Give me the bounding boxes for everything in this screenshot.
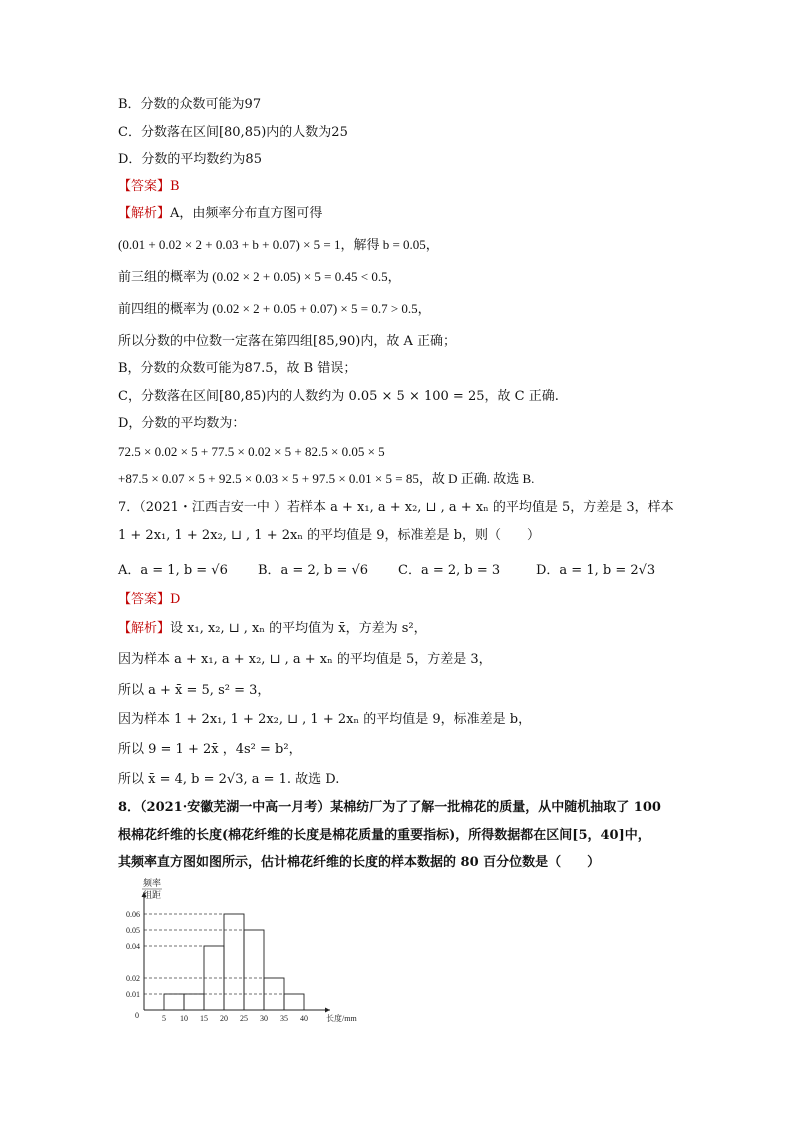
analysis-step: 因为样本 1 + 2x₁, 1 + 2x₂, ⊔ , 1 + 2xₙ 的平均值是 9，标准差是 b， — [118, 712, 532, 727]
analysis-step: (0.01 + 0.02 × 2 + 0.03 + b + 0.07) × 5 = 1，解得 b = 0.05， — [118, 237, 439, 252]
histogram-bar — [224, 914, 244, 1010]
option-d: D．a = 1, b = 2√3 — [536, 563, 656, 578]
answer-value: D — [170, 592, 181, 607]
analysis-line — [118, 205, 322, 223]
x-tick-label: 10 — [180, 1014, 188, 1023]
question-stem: 1 + 2x₁, 1 + 2x₂, ⊔ , 1 + 2xₙ 的平均值是 9，标准差是 b，则（ ） — [118, 528, 540, 543]
analysis-step: B，分数的众数可能为87.5，故 B 错误； — [118, 361, 357, 376]
analysis-step: 72.5 × 0.02 × 5 + 77.5 × 0.02 × 5 + 82.5 × 0.05 × 5 — [118, 444, 385, 459]
answer-line — [118, 178, 180, 196]
x-tick-label: 25 — [240, 1014, 248, 1023]
option-c: C．a = 2, b = 3 — [398, 563, 501, 578]
analysis-step: 所以分数的中位数一定落在第四组[85,90)内，故 A 正确； — [118, 334, 457, 349]
option-d: D．分数的平均数约为85 — [118, 152, 262, 167]
option-c: C．分数落在区间[80,85)内的人数为25 — [118, 125, 348, 140]
analysis-step: 因为样本 a + x₁, a + x₂, ⊔ , a + xₙ 的平均值是 5，方差是 3， — [118, 652, 492, 667]
histogram-bar — [244, 930, 264, 1010]
analysis-step: 所以 9 = 1 + 2x̄ ，4s² = b²， — [118, 742, 302, 757]
y-tick-label: 0.02 — [126, 974, 140, 983]
answer-tag: 【答案】 — [118, 592, 171, 607]
y-tick-label: 0.01 — [126, 990, 140, 999]
frequency-histogram — [110, 876, 370, 1036]
x-tick-label: 40 — [300, 1014, 308, 1023]
question-stem: 7．（2021・江西吉安一中 ）若样本 a + x₁, a + x₂, ⊔ , a + xₙ 的平均值是 5，方差是 3，样本 — [118, 500, 674, 515]
y-axis-label-denominator: 组距 — [142, 890, 162, 900]
question-stem: 根棉花纤维的长度(棉花纤维的长度是棉花质量的重要指标)，所得数据都在区间[5，40]中， — [118, 828, 651, 843]
y-tick-label: 0.05 — [126, 926, 140, 935]
histogram-bar — [164, 994, 184, 1010]
x-axis-label: 长度/mm — [326, 1014, 357, 1023]
analysis-tag: 【解析】 — [118, 206, 171, 221]
analysis-step: 前三组的概率为 (0.02 × 2 + 0.05) × 5 = 0.45 < 0.5， — [118, 269, 401, 284]
analysis-intro: A，由频率分布直方图可得 — [170, 206, 323, 221]
histogram-bar — [284, 994, 304, 1010]
answer-tag: 【答案】 — [118, 179, 171, 194]
origin-label: 0 — [135, 1011, 139, 1020]
y-tick-label: 0.04 — [126, 942, 140, 951]
x-tick-label: 30 — [260, 1014, 268, 1023]
x-tick-label: 35 — [280, 1014, 288, 1023]
question-stem: 8．（2021·安徽芜湖一中高一月考）某棉纺厂为了了解一批棉花的质量，从中随机抽取了 100 — [118, 800, 661, 815]
analysis-step: D，分数的平均数为： — [118, 416, 246, 431]
option-b: B．a = 2, b = √6 — [258, 563, 369, 578]
option-a: A．a = 1, b = √6 — [118, 563, 228, 578]
histogram-bar — [184, 994, 204, 1010]
analysis-line — [118, 620, 427, 638]
option-b: B．分数的众数可能为97 — [118, 97, 262, 112]
analysis-step: 所以 a + x̄ = 5, s² = 3， — [118, 683, 271, 698]
x-tick-label: 20 — [220, 1014, 228, 1023]
answer-value: B — [170, 179, 180, 194]
analysis-step: 前四组的概率为 (0.02 × 2 + 0.05 + 0.07) × 5 = 0.7 > 0.5， — [118, 301, 431, 316]
y-axis-label-numerator: 频率 — [142, 878, 162, 888]
x-tick-label: 5 — [162, 1014, 166, 1023]
analysis-tag: 【解析】 — [118, 621, 171, 636]
analysis-step: C，分数落在区间[80,85)内的人数约为 0.05 × 5 × 100 = 25，故 C 正确. — [118, 389, 559, 404]
analysis-step: 设 x₁, x₂, ⊔ , xₙ 的平均值为 x̄，方差为 s²， — [170, 621, 427, 636]
x-axis-arrow-icon — [325, 1008, 330, 1013]
y-tick-label: 0.06 — [126, 910, 140, 919]
question-stem: 其频率直方图如图所示，估计棉花纤维的长度的样本数据的 80 百分位数是（ ） — [118, 855, 601, 870]
x-tick-label: 15 — [200, 1014, 208, 1023]
analysis-step: 所以 x̄ = 4, b = 2√3, a = 1. 故选 D. — [118, 772, 340, 787]
answer-line — [118, 591, 180, 609]
analysis-step: +87.5 × 0.07 × 5 + 92.5 × 0.03 × 5 + 97.5 × 0.01 × 5 = 85，故 D 正确. 故选 B. — [118, 471, 535, 486]
